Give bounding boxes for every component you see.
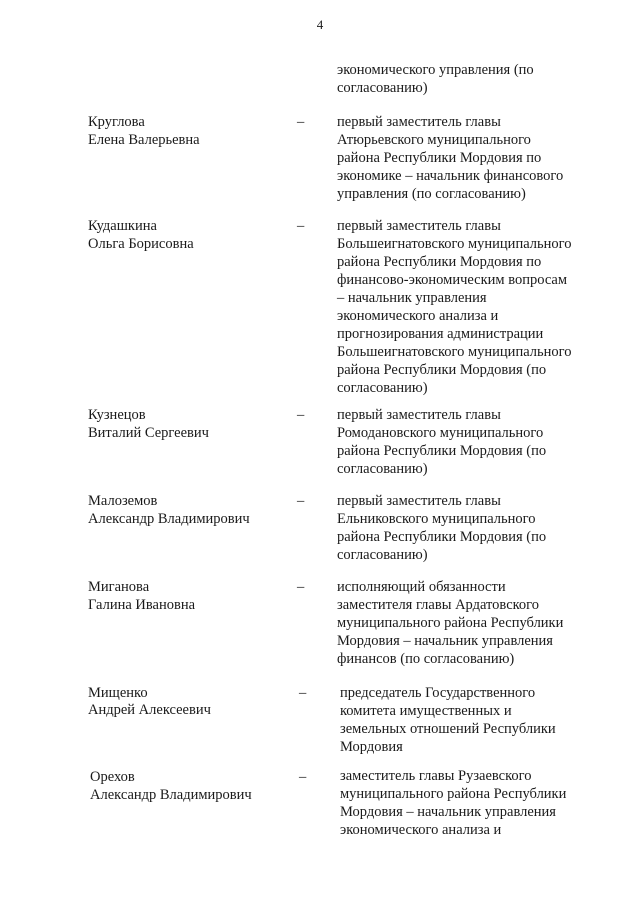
person-surname: Кудашкина [88, 218, 157, 234]
position-line: прогнозирования администрации [337, 326, 544, 342]
position-line: согласованию) [337, 461, 428, 477]
position-line: комитета имущественных и [340, 703, 512, 719]
position-line: согласованию) [337, 380, 428, 396]
position-line: Большеигнатовского муниципального [337, 344, 572, 360]
separator-dash: – [297, 407, 305, 423]
position-line: – начальник управления [337, 290, 487, 306]
separator-dash: – [297, 114, 305, 130]
continuation-line: экономического управления (по [337, 62, 534, 78]
position-line: экономике – начальник финансового [337, 168, 564, 184]
person-surname: Мищенко [88, 685, 148, 701]
person-given-names: Виталий Сергеевич [88, 425, 209, 441]
position-line: Атюрьевского муниципального [337, 132, 531, 148]
position-line: экономического анализа и [340, 822, 502, 838]
person-given-names: Александр Владимирович [90, 787, 252, 803]
person-given-names: Елена Валерьевна [88, 132, 200, 148]
position-line: первый заместитель главы [337, 114, 501, 130]
person-surname: Миганова [88, 579, 150, 595]
position-line: исполняющий обязанности [337, 579, 506, 595]
continuation-line: согласованию) [337, 80, 428, 96]
person-given-names: Ольга Борисовна [88, 236, 194, 252]
position-line: Мордовия – начальник управления [340, 804, 556, 820]
separator-dash: – [297, 493, 305, 509]
person-surname: Круглова [88, 114, 145, 130]
position-line: согласованию) [337, 547, 428, 563]
separator-dash: – [297, 579, 305, 595]
position-line: первый заместитель главы [337, 407, 501, 423]
position-line: муниципального района Республики [337, 615, 564, 631]
position-line: председатель Государственного [340, 685, 536, 701]
person-surname: Орехов [90, 769, 135, 785]
position-line: финансово-экономическим вопросам [337, 272, 568, 288]
separator-dash: – [297, 218, 305, 234]
position-line: района Республики Мордовия (по [337, 443, 547, 459]
position-line: Большеигнатовского муниципального [337, 236, 572, 252]
position-line: первый заместитель главы [337, 493, 501, 509]
position-line: Мордовия – начальник управления [337, 633, 553, 649]
position-line: Мордовия [340, 739, 403, 755]
position-line: управления (по согласованию) [337, 186, 526, 202]
person-surname: Малоземов [88, 493, 158, 509]
position-line: Ромодановского муниципального [337, 425, 544, 441]
position-line: района Республики Мордовия (по [337, 362, 547, 378]
person-given-names: Андрей Алексеевич [88, 702, 211, 718]
position-line: первый заместитель главы [337, 218, 501, 234]
position-line: заместитель главы Рузаевского [340, 768, 532, 784]
position-line: района Республики Мордовия по [337, 254, 542, 270]
separator-dash: – [299, 769, 307, 785]
position-line: финансов (по согласованию) [337, 651, 515, 667]
position-line: экономического анализа и [337, 308, 499, 324]
position-line: заместителя главы Ардатовского [337, 597, 540, 613]
position-line: района Республики Мордовия по [337, 150, 542, 166]
position-line: района Республики Мордовия (по [337, 529, 547, 545]
position-line: земельных отношений Республики [340, 721, 556, 737]
person-surname: Кузнецов [88, 407, 146, 423]
person-given-names: Александр Владимирович [88, 511, 250, 527]
page-number: 4 [316, 17, 324, 32]
separator-dash: – [299, 685, 307, 701]
person-given-names: Галина Ивановна [88, 597, 196, 613]
position-line: Ельниковского муниципального [337, 511, 536, 527]
position-line: муниципального района Республики [340, 786, 567, 802]
